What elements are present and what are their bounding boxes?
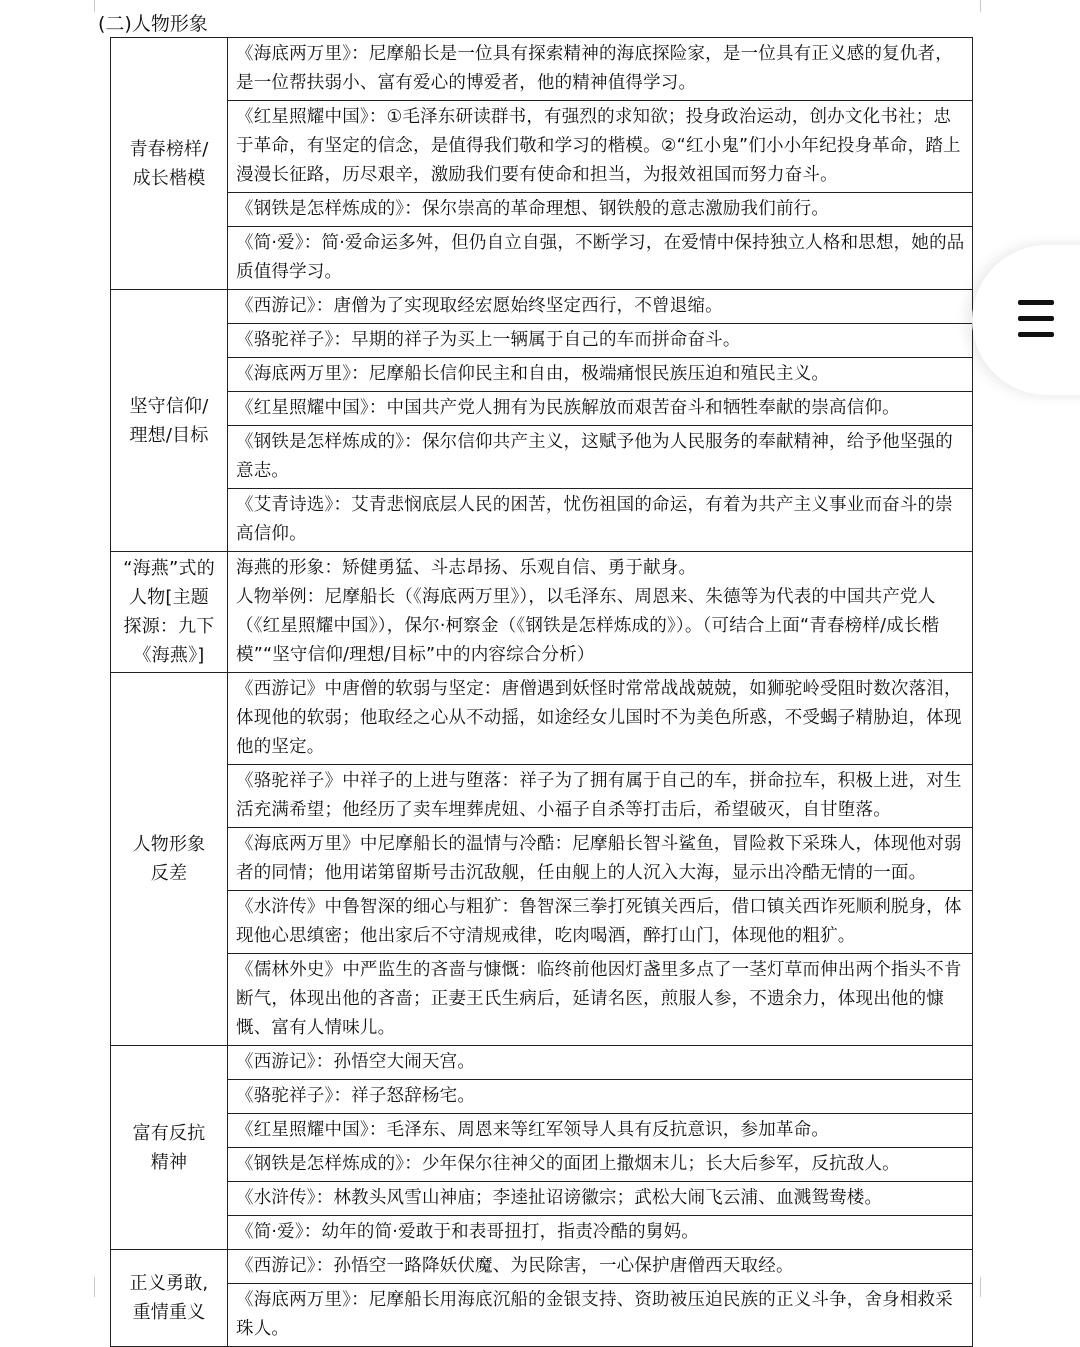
category-label-line: 人物形象 [132, 834, 206, 855]
description-cell [228, 227, 973, 290]
description-cell [228, 1080, 973, 1114]
description-cell [228, 38, 973, 101]
category-cell [111, 1250, 228, 1347]
description-cell [228, 290, 973, 324]
table-row [111, 426, 973, 489]
description-line: 《儒林外史》中严监生的吝啬与慷慨：临终前他因灯盏里多点了一茎灯草而伸出两个指头不肯断气，体现出他的吝啬；正妻王氏生病后，延请名医，煎服人参，不遗余力，体现出他的慷慨、富有人情味儿。 [236, 960, 962, 1038]
category-cell [111, 552, 228, 673]
category-label-line: 青春榜样/ [129, 138, 209, 160]
table-row [111, 891, 973, 954]
description-line: 《简·爱》：简·爱命运多舛，但仍自立自强，不断学习，在爱情中保持独立人格和思想，她的品质值得学习。 [236, 233, 965, 282]
description-line: 《红星照耀中国》：①毛泽东研读群书，有强烈的求知欲；投身政治运动，创办文化书社；忠于革命，有坚定的信念，是值得我们敬和学习的楷模。②“红小鬼”们小小年纪投身革命，踏上漫漫长征路，历尽艰辛，激励我们要有使命和担当，为报效祖国而努力奋斗。 [236, 107, 961, 185]
description-line: 《水浒传》：林教头风雪山神庙；李逵扯诏谤徽宗；武松大闹飞云浦、血溅鸳鸯楼。 [236, 1188, 883, 1208]
menu-button[interactable] [972, 245, 1080, 395]
page-corner-mark [84, 1277, 95, 1297]
category-cell [111, 290, 228, 552]
table-row [111, 193, 973, 227]
category-label-line: 反差 [150, 863, 188, 884]
description-line: 《骆驼祥子》：早期的祥子为买上一辆属于自己的车而拼命奋斗。 [236, 330, 741, 350]
description-cell [228, 765, 973, 828]
category-cell [111, 1046, 228, 1250]
description-line: 《骆驼祥子》中祥子的上进与堕落：祥子为了拥有属于自己的车，拼命拉车，积极上进，对生活充满希望；他经历了卖车埋葬虎妞、小福子自杀等打击后，希望破灭，自甘堕落。 [236, 771, 962, 820]
category-cell [111, 673, 228, 1046]
page-corner-mark [980, 0, 991, 12]
table-row [111, 765, 973, 828]
page-corner-mark [84, 0, 95, 12]
description-line: 《钢铁是怎样炼成的》：保尔信仰共产主义，这赋予他为人民服务的奉献精神，给予他坚强的意志。 [236, 432, 953, 481]
description-line: 《简·爱》：幼年的简·爱敢于和表哥扭打，指责冷酷的舅妈。 [236, 1222, 699, 1242]
category-label-line: 成长楷模 [132, 167, 206, 189]
category-cell [111, 38, 228, 290]
table-row [111, 324, 973, 358]
description-cell [228, 358, 973, 392]
description-cell [228, 489, 973, 552]
category-label-line: 富有反抗 [132, 1122, 206, 1144]
description-cell [228, 891, 973, 954]
description-line: 人物举例：尼摩船长（《海底两万里》），以毛泽东、周恩来、朱德等为代表的中国共产党人（《红星照耀中国》），保尔·柯察金（《钢铁是怎样炼成的》）。（可结合上面“青春榜样/成长楷模”“坚守信仰/理想/目标”中的内容综合分析） [236, 587, 940, 665]
table-row [111, 828, 973, 891]
category-label-line: 人物[主题 [128, 587, 210, 608]
table-row [111, 1046, 973, 1080]
table-row [111, 489, 973, 552]
table-row [111, 1284, 973, 1347]
description-line: 《艾青诗选》：艾青悲悯底层人民的困苦，忧伤祖国的命运，有着为共产主义事业而奋斗的崇高信仰。 [236, 495, 953, 544]
description-cell [228, 1284, 973, 1347]
description-line: 《红星照耀中国》：毛泽东、周恩来等红军领导人具有反抗意识，参加革命。 [236, 1120, 830, 1140]
table-row [111, 358, 973, 392]
table-row [111, 673, 973, 765]
description-cell [228, 193, 973, 227]
description-line: 《水浒传》中鲁智深的细心与粗犷：鲁智深三拳打死镇关西后，借口镇关西诈死顺利脱身，体现他心思缜密；他出家后不守清规戒律，吃肉喝酒，醉打山门，体现他的粗犷。 [236, 897, 962, 946]
description-cell [228, 1046, 973, 1080]
description-line: 《西游记》：孙悟空大闹天宫。 [236, 1052, 476, 1072]
category-label-line: 探源：九下 [123, 616, 215, 637]
table-row [111, 101, 973, 193]
table-row [111, 38, 973, 101]
section-title: (二)人物形象 [98, 13, 208, 35]
table-row [111, 290, 973, 324]
table-row [111, 227, 973, 290]
character-image-table [110, 37, 973, 1347]
description-cell [228, 1148, 973, 1182]
table-row [111, 1148, 973, 1182]
description-line: 《红星照耀中国》：中国共产党人拥有为民族解放而艰苦奋斗和牺牲奉献的崇高信仰。 [236, 398, 900, 418]
category-label-line: 重情重义 [132, 1302, 206, 1323]
description-cell [228, 101, 973, 193]
table-row [111, 1182, 973, 1216]
description-line: 《海底两万里》：尼摩船长是一位具有探索精神的海底探险家，是一位具有正义感的复仇者，是一位帮扶弱小、富有爱心的博爱者，他的精神值得学习。 [236, 44, 953, 93]
description-cell [228, 392, 973, 426]
page-corner-mark [980, 1277, 991, 1297]
description-line: 《西游记》：孙悟空一路降妖伏魔、为民除害，一心保护唐僧西天取经。 [236, 1256, 794, 1276]
table-row [111, 1216, 973, 1250]
description-line: 《海底两万里》：尼摩船长信仰民主和自由，极端痛恨民族压迫和殖民主义。 [236, 364, 830, 384]
description-cell [228, 1250, 973, 1284]
description-cell [228, 426, 973, 489]
description-cell [228, 954, 973, 1046]
category-label-line: 精神 [150, 1151, 188, 1173]
category-label-line: 正义勇敢, [129, 1273, 209, 1294]
table-row [111, 1250, 973, 1284]
description-cell [228, 1216, 973, 1250]
table-row [111, 392, 973, 426]
table-row [111, 552, 973, 673]
description-line: 《钢铁是怎样炼成的》：保尔崇高的革命理想、钢铁般的意志激励我们前行。 [236, 199, 830, 219]
description-line: 海燕的形象：矫健勇猛、斗志昂扬、乐观自信、勇于献身。 [236, 558, 697, 578]
category-label-line: “海燕”式的 [123, 558, 215, 579]
table-row [111, 1114, 973, 1148]
description-line: 《西游记》：唐僧为了实现取经宏愿始终坚定西行，不曾退缩。 [236, 296, 723, 316]
description-line: 《钢铁是怎样炼成的》：少年保尔往神父的面团上撒烟末儿；长大后参军，反抗敌人。 [236, 1154, 900, 1174]
description-line: 《海底两万里》：尼摩船长用海底沉船的金银支持、资助被压迫民族的正义斗争，舍身相救采珠人。 [236, 1290, 953, 1339]
description-line: 《海底两万里》中尼摩船长的温情与冷酷：尼摩船长智斗鲨鱼，冒险救下采珠人，体现他对弱者的同情；他用诺第留斯号击沉敌舰，任由舰上的人沉入大海，显示出冷酷无情的一面。 [236, 834, 962, 883]
table-row [111, 954, 973, 1046]
description-cell [228, 1114, 973, 1148]
description-line: 《骆驼祥子》：祥子怒辞杨宅。 [236, 1086, 476, 1106]
description-cell [228, 324, 973, 358]
description-cell [228, 673, 973, 765]
description-cell [228, 552, 973, 673]
category-label-line: 《海燕》] [133, 645, 205, 666]
category-label-line: 坚守信仰/ [129, 395, 209, 417]
description-cell [228, 828, 973, 891]
description-line: 《西游记》中唐僧的软弱与坚定：唐僧遇到妖怪时常常战战兢兢，如狮驼岭受阻时数次落泪，体现他的软弱；他取经之心从不动摇，如途经女儿国时不为美色所惑，不受蝎子精胁迫，体现他的坚定。 [236, 679, 962, 757]
table-row [111, 1080, 973, 1114]
category-label-line: 理想/目标 [129, 424, 209, 446]
description-cell [228, 1182, 973, 1216]
